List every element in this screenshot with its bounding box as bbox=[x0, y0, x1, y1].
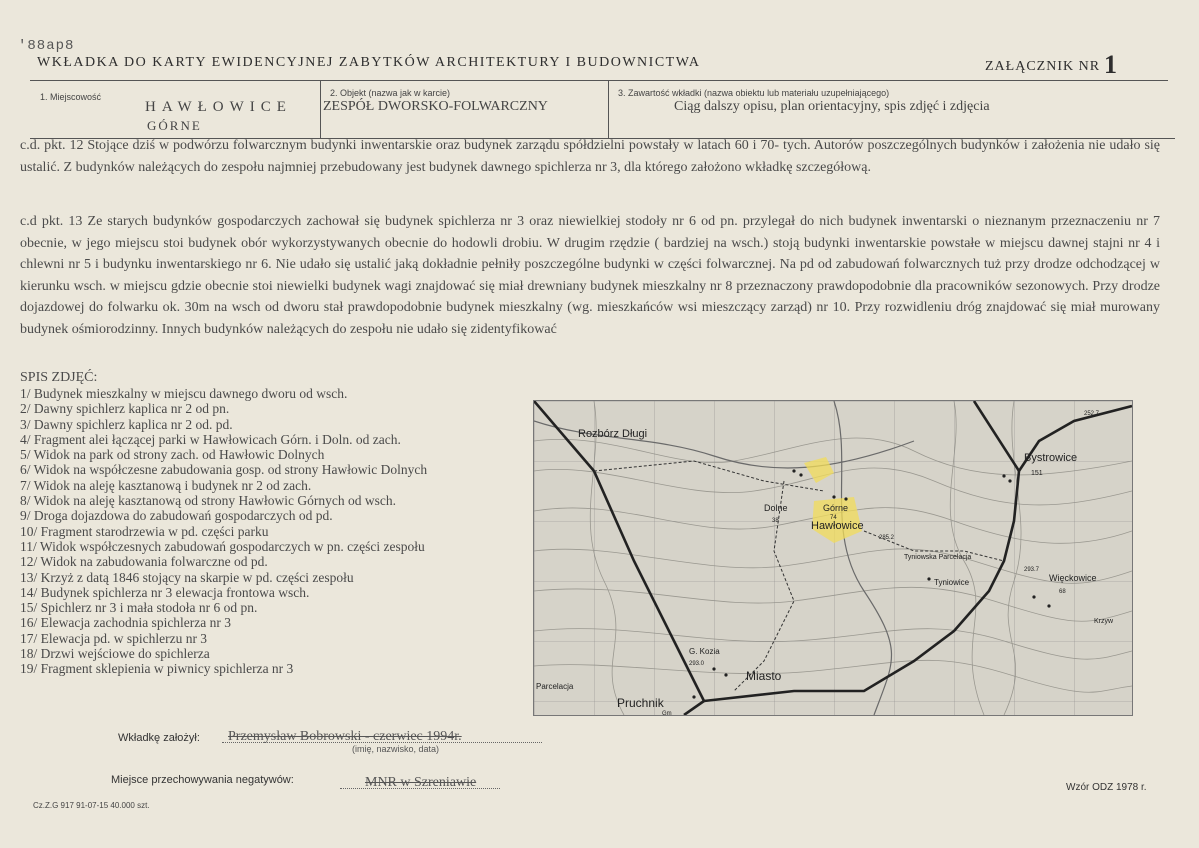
photo-list-heading: SPIS ZDJĘĆ: bbox=[20, 370, 98, 385]
map-label-tyniowska: Tyniowska Parcelacja bbox=[904, 554, 972, 561]
map-label-pruchnik: Pruchnik bbox=[617, 696, 664, 710]
attachment-label: ZAŁĄCZNIK NR bbox=[985, 59, 1101, 74]
field-3-value: Ciąg dalszy opisu, plan orientacyjny, spis zdjęć i zdjęcia bbox=[674, 99, 990, 114]
storage-value: MNR w Szreniawie bbox=[365, 775, 477, 790]
map-label-hawlowice: Hawłowice bbox=[811, 520, 864, 532]
map-label-rozborz: Rozbórz Długi bbox=[578, 428, 648, 440]
founder-sub-label: (imię, nazwisko, data) bbox=[352, 744, 440, 754]
map-grid bbox=[534, 401, 1132, 715]
photo-list-item: 9/ Droga dojazdowa do zabudowań gospodarczych od pd. bbox=[20, 508, 333, 524]
field-2-value: ZESPÓŁ DWORSKO-FOLWARCZNY bbox=[323, 99, 548, 114]
photo-list-item: 1/ Budynek mieszkalny w miejscu dawnego dworu od wsch. bbox=[20, 386, 348, 401]
map-height-2852: 285.2 bbox=[879, 535, 895, 541]
map-label-wieckowice: Więckowice bbox=[1049, 573, 1097, 583]
field-box-top-rule bbox=[30, 80, 1168, 81]
map-number-151: 151 bbox=[1031, 470, 1043, 477]
photo-list-item: 18/ Drzwi wejściowe do spichlerza bbox=[20, 646, 210, 662]
photo-list-item: 4/ Fragment alei łączącej parki w Hawłowicach Górn. i Doln. od zach. bbox=[20, 431, 401, 447]
orientation-map bbox=[533, 400, 1133, 716]
document-reference: '88ap8 bbox=[18, 38, 75, 54]
photo-list-item: 15/ Spichlerz nr 3 i mała stodoła nr 6 od pn. bbox=[20, 600, 258, 616]
photo-list bbox=[20, 386, 427, 677]
photo-list-item: 14/ Budynek spichlerza nr 3 elewacja frontowa wsch. bbox=[20, 584, 310, 600]
field-1-value-line2: GÓRNE bbox=[147, 118, 202, 133]
photo-list-item: 17/ Elewacja pd. w spichlerzu nr 3 bbox=[20, 630, 208, 646]
photo-list-item: 6/ Widok na współczesne zabudowania gosp. od strony Hawłowic Dolnych bbox=[20, 462, 428, 478]
photo-list-item: 19/ Fragment sklepienia w piwnicy spichlerza nr 3 bbox=[20, 661, 294, 677]
photo-list-item: 13/ Krzyż z datą 1846 stojący na skarpie w pd. części zespołu bbox=[20, 569, 354, 585]
field-1-value-line1: HAWŁOWICE bbox=[145, 99, 292, 115]
attachment-number-value: 1 bbox=[1104, 50, 1119, 79]
map-height-2930: 293.0 bbox=[689, 661, 705, 667]
map-label-parcelacja: Parcelacja bbox=[536, 682, 574, 691]
photo-list-item: 12/ Widok na zabudowania folwarczne od pd. bbox=[20, 554, 268, 570]
map-number-68: 68 bbox=[1059, 589, 1066, 595]
map-label-bystrowice: Bystrowice bbox=[1024, 452, 1078, 464]
form-code: Wzór ODZ 1978 r. bbox=[1066, 782, 1147, 793]
map-label-gm: Gm bbox=[662, 711, 672, 715]
document-title: WKŁADKA DO KARTY EWIDENCYJNEJ ZABYTKÓW ARCHITEKTURY I BUDOWNICTWA bbox=[37, 55, 701, 70]
map-label-dolne: Dolne bbox=[764, 503, 788, 513]
map-height-2937: 293.7 bbox=[1024, 567, 1040, 573]
photo-list-item: 2/ Dawny spichlerz kaplica nr 2 od pn. bbox=[20, 401, 230, 417]
photo-list-item: 5/ Widok na park od strony zach. od Hawłowic Dolnych bbox=[20, 447, 325, 463]
field-1-label: 1. Miejscowość bbox=[40, 92, 102, 102]
photo-list-item: 8/ Widok na aleję kasztanową od strony Hawłowic Górnych od wsch. bbox=[20, 493, 396, 509]
map-label-tyniowice: Tyniowice bbox=[934, 578, 970, 587]
photo-list-item: 3/ Dawny spichlerz kaplica nr 2 od. pd. bbox=[20, 416, 233, 432]
field-3-label: 3. Zawartość wkładki (nazwa obiektu lub materiału uzupełniającego) bbox=[618, 88, 890, 98]
map-label-kozia: G. Kozia bbox=[689, 647, 720, 656]
paragraph-pkt-12: c.d. pkt. 12 Stojące dziś w podwórzu folwarcznym budynki inwentarskie oraz budynek zarządu spółdzielni powstały w latach 60 i 70- tych. Autorów poszczególnych budynków i założenia nie udało się ustalić. Z budynków należących do zespołu najmniej przebudowany jest budynek dawnego spichlerza nr 3, dla którego założono wkładkę szczegółową. bbox=[20, 138, 1160, 175]
field-divider-2 bbox=[608, 80, 609, 138]
photo-list-item: 10/ Fragment starodrzewia w pd. części parku bbox=[20, 523, 269, 539]
founder-value: Przemysław Bobrowski - czerwiec 1994r. bbox=[228, 729, 462, 744]
print-code: Cz.Z.G 917 91-07-15 40.000 szt. bbox=[33, 801, 150, 810]
map-label-miasto: Miasto bbox=[746, 669, 782, 683]
photo-list-item: 7/ Widok na aleję kasztanową i budynek nr 2 od zach. bbox=[20, 477, 312, 493]
storage-label: Miejsce przechowywania negatywów: bbox=[111, 774, 294, 786]
map-label-krzyw: Krzyw bbox=[1094, 618, 1114, 625]
photo-list-item: 16/ Elewacja zachodnia spichlerza nr 3 bbox=[20, 615, 232, 631]
field-divider-1 bbox=[320, 80, 321, 138]
founder-label: Wkładkę założył: bbox=[118, 732, 200, 744]
map-number-74: 74 bbox=[830, 515, 837, 521]
paragraph-pkt-13: c.d pkt. 13 Ze starych budynków gospodarczych zachował się budynek spichlerza nr 3 oraz niewielkiej stodoły nr 6 od pn. przylegał do nich budynek inwentarski o nieznanym przeznaczeniu nr 7 obecnie, w jego miejscu stoi budynek obór wykorzystywanych obecnie do hodowli drobiu. W drugim rzędzie ( bardziej na wsch.) stoją budynki inwentarskie powstałe w miejscu dawnej stajni nr 4 i chlewni nr 5 i budynku inwentarskiego nr 6. Nie udało się ustalić jaką dokładnie pełniły poszczególne budynki w części folwarcznej. Na pd od zabudowań folwarcznych tuż przy drodze odchodzącej w kierunku wsch. w miejscu gdzie obecnie stoi niewielki budynek wagi znajdować się miał drewniany budynek mieszkalny nr 8 przeznaczony prawdopodobnie dla pracowników sezonowych. Przy drodze dojazdowej do folwarku ok. 30m na wsch od dworu stał prawdopodobnie budynek mieszkalny (wg. mieszkańców wsi mieszczący zarząd) nr 10. Przy rozwidleniu dróg znajdować się miał murowany budynek ośmiorodzinny. Innych budynków należących do zespołu nie udało się zidentyfikować bbox=[20, 214, 1160, 337]
photo-list-item: 11/ Widok współczesnych zabudowań gospodarczych w pn. części zespołu bbox=[20, 538, 425, 554]
map-label-gorne: Górne bbox=[823, 503, 849, 513]
attachment-number bbox=[985, 50, 1118, 80]
map-number-38: 38 bbox=[772, 518, 779, 524]
field-2-label: 2. Objekt (nazwa jak w karcie) bbox=[330, 88, 451, 98]
map-canvas bbox=[534, 401, 1132, 715]
map-height-2527: 252.7 bbox=[1084, 411, 1100, 417]
